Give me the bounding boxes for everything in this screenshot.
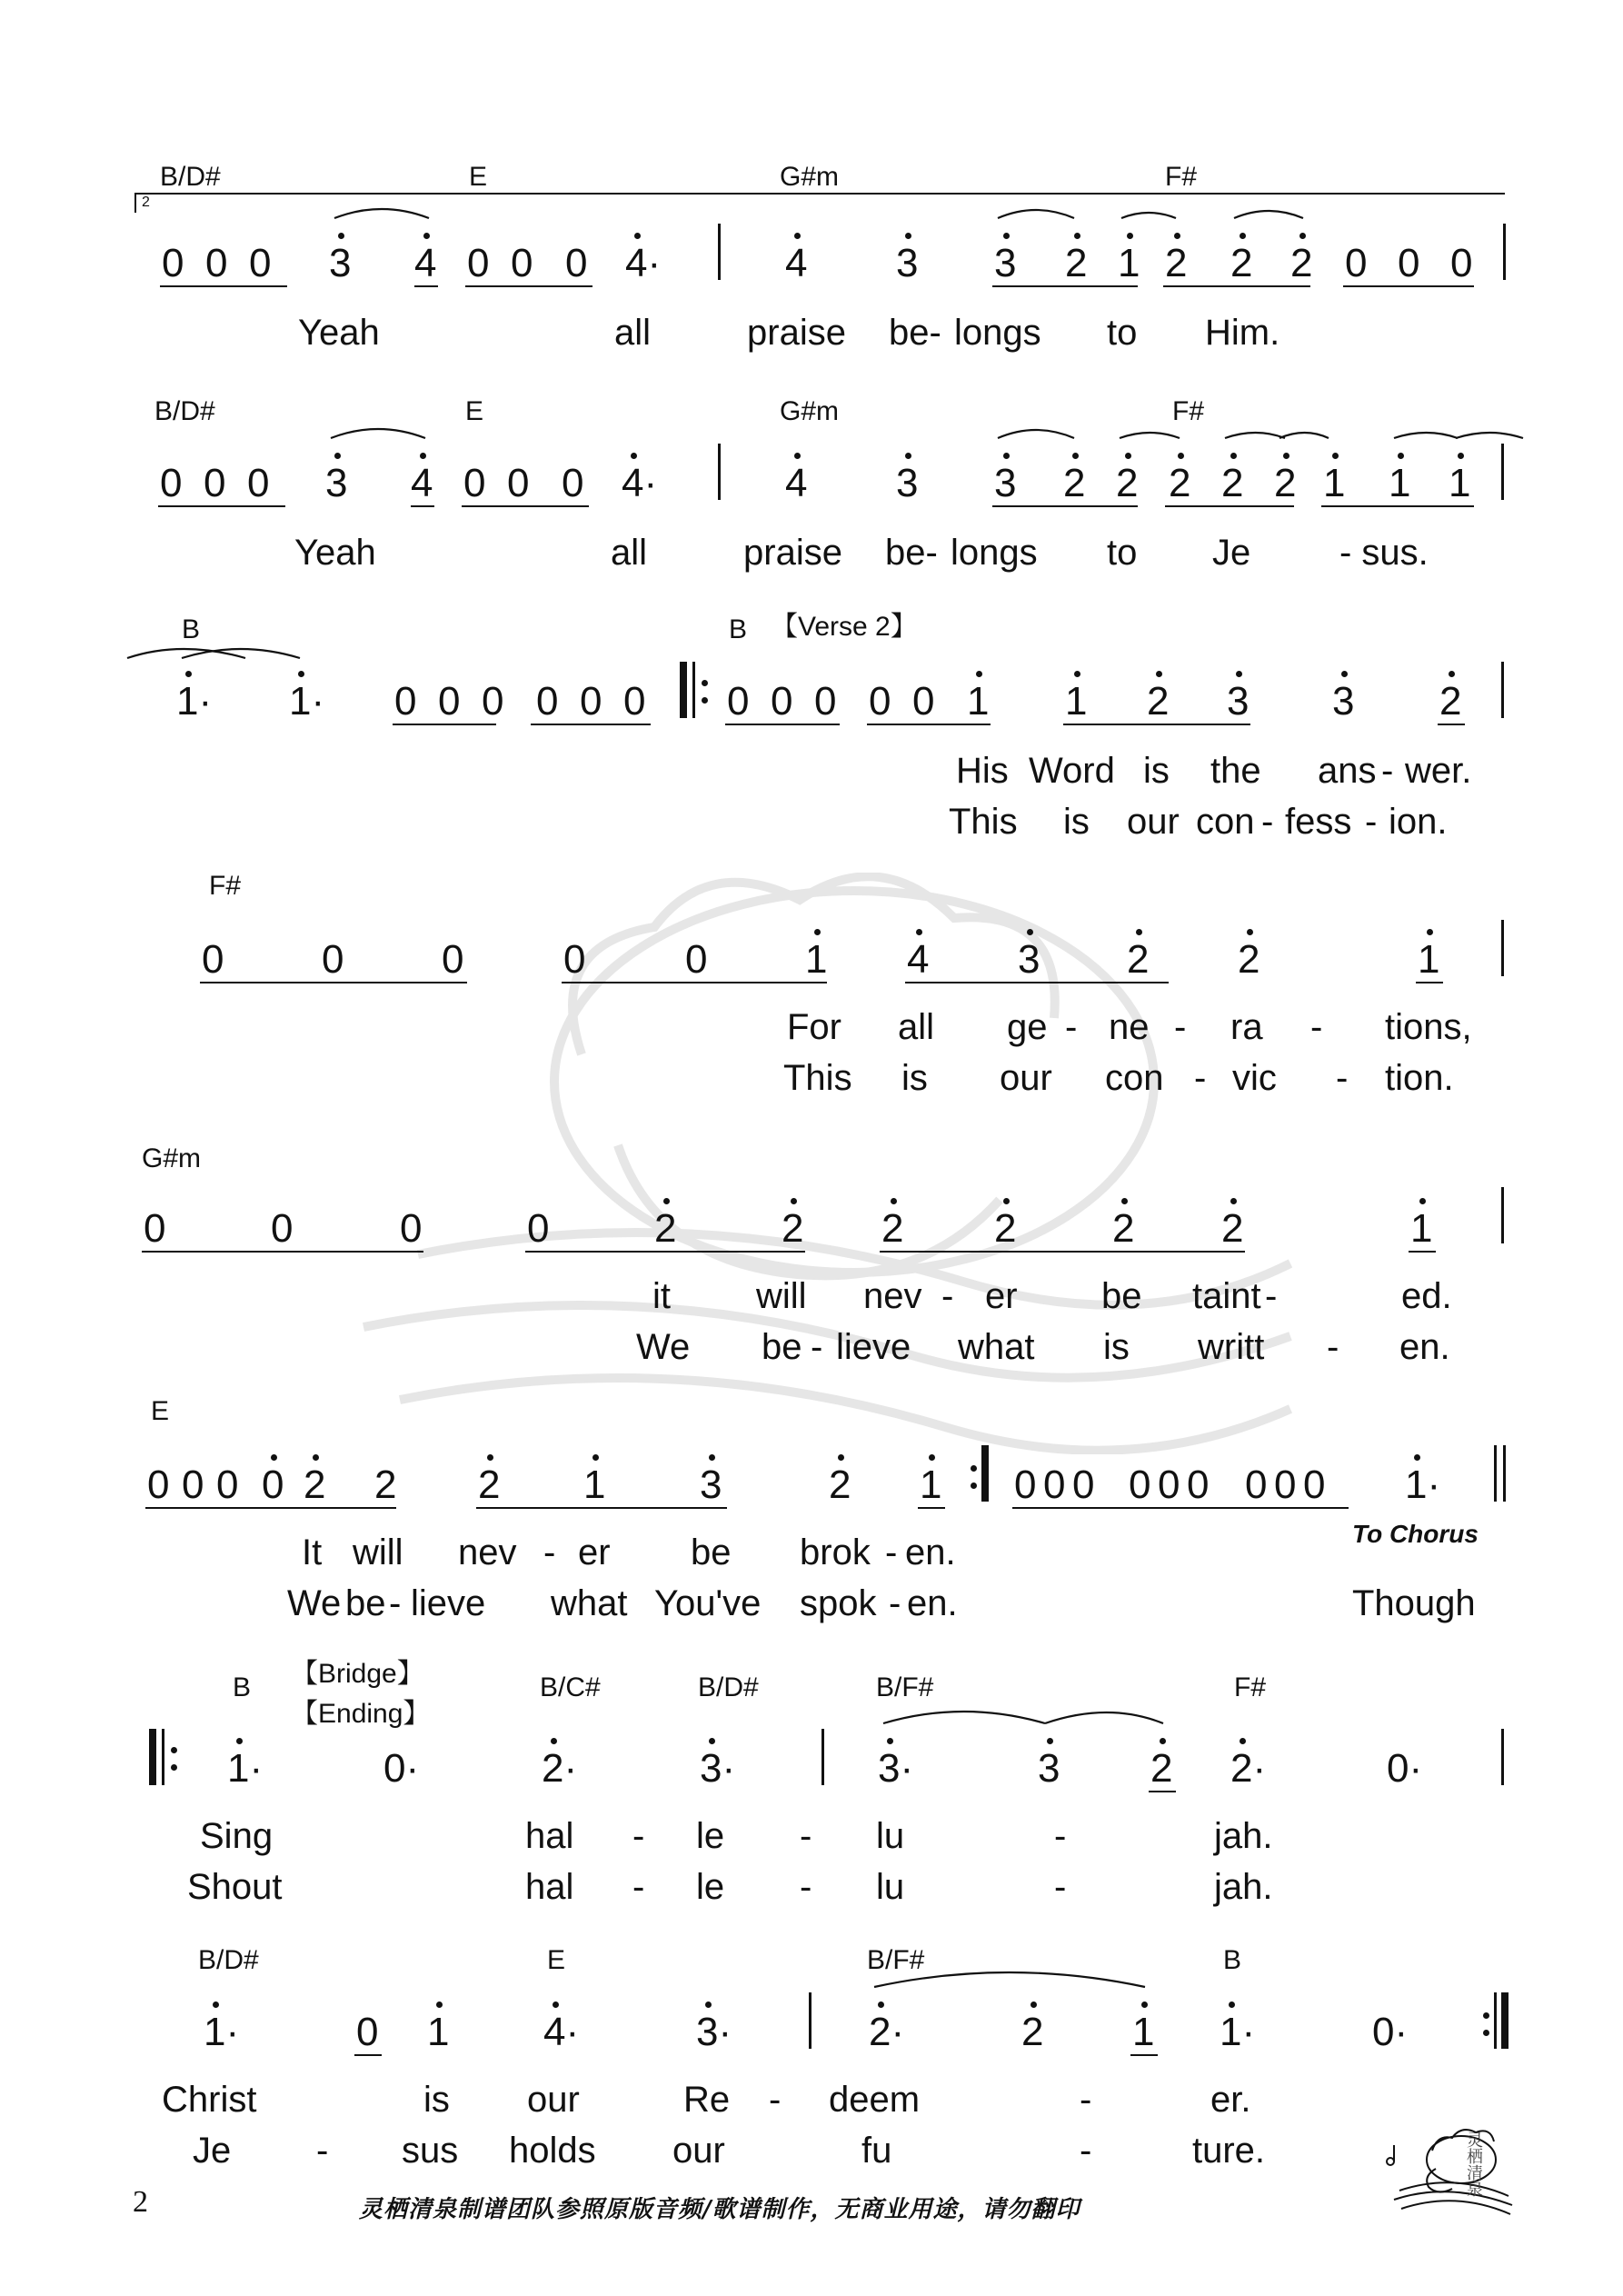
lyric: sus (402, 2131, 459, 2171)
note: 3 (896, 461, 919, 505)
note: 2 (1221, 1206, 1244, 1251)
note: 0 (685, 937, 708, 982)
lyric: is (1063, 802, 1090, 842)
note: 2 (1165, 241, 1188, 285)
note: 0 (511, 241, 533, 285)
note: 1 (920, 1462, 942, 1507)
note: 3 (1332, 679, 1355, 724)
lyric: is (1143, 751, 1170, 791)
note: 0 (271, 1206, 294, 1251)
lyric: tion. (1385, 1058, 1454, 1098)
note: 0 (727, 679, 750, 724)
lyric: - (1265, 1276, 1278, 1316)
lyric: - (769, 2080, 782, 2120)
note: 2 (1112, 1206, 1135, 1251)
note: 1 (1410, 1206, 1433, 1251)
note: 4 (907, 937, 930, 982)
note: 0 (1129, 1462, 1151, 1507)
lyric: er. (1210, 2080, 1251, 2120)
note: 1 (1065, 679, 1088, 724)
note: 0· (383, 1746, 420, 1791)
lyric: - (1054, 1867, 1067, 1907)
lyric: is (423, 2080, 450, 2120)
lyric: Je (1212, 533, 1251, 573)
lyric: hal (525, 1816, 574, 1856)
note: 0 (202, 937, 224, 982)
lyric: taint (1192, 1276, 1261, 1316)
note: 0 (463, 461, 486, 505)
note: 0· (1387, 1746, 1423, 1791)
lyric: is (1103, 1327, 1130, 1367)
note: 0· (1372, 2010, 1409, 2054)
chord: B/D# (154, 396, 215, 426)
lyric: - (885, 1532, 898, 1572)
note: 0 (565, 241, 588, 285)
lyric: deem (829, 2080, 921, 2120)
lyric: - (1327, 1327, 1339, 1367)
lyric: - (632, 1867, 645, 1907)
note: 2 (1230, 241, 1253, 285)
note: 3 (700, 1462, 722, 1507)
lyric: Yeah (298, 313, 380, 353)
lyric: - (1336, 1058, 1349, 1098)
lyric: the (1210, 751, 1261, 791)
lyric: - (1365, 802, 1378, 842)
lyric: This (783, 1058, 852, 1098)
lyric: er (578, 1532, 611, 1572)
note: 2 (1063, 461, 1086, 505)
lyric: praise (743, 533, 842, 573)
lyric: - (1310, 1007, 1323, 1047)
note: 2 (1147, 679, 1170, 724)
lyric: en. (1399, 1327, 1450, 1367)
note: 1· (176, 679, 213, 724)
lyric: - (1381, 751, 1394, 791)
lyric: be- (889, 313, 941, 353)
note: 0 (1303, 1462, 1326, 1507)
section-tag-bridge: 【Bridge】 (291, 1659, 424, 1689)
lyric: It (302, 1532, 323, 1572)
note: 2 (1021, 2010, 1044, 2054)
lyric: Word (1029, 751, 1115, 791)
note: 0 (249, 241, 272, 285)
lyric: Yeah (294, 533, 376, 573)
lyric: Christ (162, 2080, 257, 2120)
lyric: our (1000, 1058, 1052, 1098)
lyric: spok (800, 1583, 877, 1623)
lyric: brok (800, 1532, 871, 1572)
note: 3 (1038, 1746, 1060, 1791)
note: 0 (442, 937, 464, 982)
note: 3· (700, 1746, 736, 1791)
chord: E (469, 162, 488, 192)
lyric: - (543, 1532, 556, 1572)
lyric: en. (905, 1532, 956, 1572)
note: 0 (563, 937, 586, 982)
lyric: what (551, 1583, 628, 1623)
lyric: vic (1232, 1058, 1277, 1098)
note: 1 (967, 679, 990, 724)
chord: G#m (142, 1143, 202, 1173)
note: 2· (542, 1746, 578, 1791)
note: 4· (622, 461, 658, 505)
lyric: it (652, 1276, 671, 1316)
note: 4· (625, 241, 662, 285)
note: 2 (881, 1206, 904, 1251)
lyric: - (1065, 1007, 1078, 1047)
note: 2 (1274, 461, 1297, 505)
note: 1 (1323, 461, 1346, 505)
note: 0 (580, 679, 602, 724)
note: 2 (654, 1206, 677, 1251)
note: 0 (262, 1462, 284, 1507)
note: 2 (1290, 241, 1313, 285)
note: 3 (994, 461, 1017, 505)
lyric: - (632, 1816, 645, 1856)
note: 0 (1158, 1462, 1180, 1507)
logo-text: 灵栖清泉 (1464, 2131, 1483, 2197)
chord: B/F# (876, 1672, 934, 1702)
lyric: lu (876, 1816, 905, 1856)
chord: F# (1234, 1672, 1267, 1702)
note: 3 (1227, 679, 1250, 724)
volta-number: 2 (142, 195, 150, 210)
lyric: We (636, 1327, 691, 1367)
chord: B (729, 614, 748, 644)
note: 0 (1345, 241, 1368, 285)
lyric: wer. (1405, 751, 1472, 791)
lyric: be (1101, 1276, 1142, 1316)
note: 0 (1450, 241, 1473, 285)
lyric: to (1107, 533, 1138, 573)
note: 0 (147, 1462, 170, 1507)
note: 2 (994, 1206, 1017, 1251)
page-number: 2 (133, 2185, 148, 2219)
note: 3· (696, 2010, 732, 2054)
lyric: will (756, 1276, 807, 1316)
lyric: con (1105, 1058, 1164, 1098)
lyric: - (1194, 1058, 1207, 1098)
lyric: nev (863, 1276, 922, 1316)
note: 0 (204, 461, 226, 505)
note: 0 (1245, 1462, 1268, 1507)
lyric: be (345, 1583, 386, 1623)
chord: B/F# (867, 1945, 925, 1975)
note: 1 (1132, 2010, 1155, 2054)
lyric: what (958, 1327, 1035, 1367)
note: 0 (160, 461, 183, 505)
note: 1· (227, 1746, 264, 1791)
chord: E (465, 396, 484, 426)
chord: B/C# (540, 1672, 601, 1702)
lyric: His (956, 751, 1009, 791)
note: 0 (247, 461, 270, 505)
lyric: tions, (1385, 1007, 1472, 1047)
lyric: ne (1109, 1007, 1150, 1047)
lyric: is (901, 1058, 928, 1098)
lyric: jah. (1214, 1867, 1273, 1907)
lyric: all (898, 1007, 935, 1047)
lyric: ge (1007, 1007, 1048, 1047)
lyric: ra (1230, 1007, 1263, 1047)
note: 0 (400, 1206, 423, 1251)
lyric: our (672, 2131, 725, 2171)
note: 0 (814, 679, 837, 724)
lyric: You've (654, 1583, 762, 1623)
note: 0 (205, 241, 228, 285)
note: 3 (896, 241, 919, 285)
note: 2· (869, 2010, 905, 2054)
note: 1 (805, 937, 828, 982)
lyric: our (527, 2080, 580, 2120)
note: 4 (785, 241, 808, 285)
note: 4 (785, 461, 808, 505)
lyric: le (696, 1867, 725, 1907)
lyric: We (287, 1583, 342, 1623)
note: 0 (216, 1462, 239, 1507)
lyric: lieve (836, 1327, 911, 1367)
section-tag-ending: 【Ending】 (291, 1699, 431, 1729)
chord: B (182, 614, 201, 644)
note: 0 (562, 461, 584, 505)
note: 1· (1220, 2010, 1256, 2054)
note: 0 (482, 679, 504, 724)
note: 3 (329, 241, 352, 285)
lyric: con (1196, 802, 1255, 842)
lyric: writt (1198, 1327, 1265, 1367)
note: 0 (912, 679, 935, 724)
note: 0 (623, 679, 646, 724)
lyric: all (614, 313, 652, 353)
sheep-logo-icon (1381, 2118, 1527, 2218)
section-tag-verse-2: 【Verse 2】 (771, 612, 918, 642)
note: 0 (527, 1206, 550, 1251)
lyric: hal (525, 1867, 574, 1907)
lyric: Je (193, 2131, 232, 2171)
chord: B/D# (698, 1672, 759, 1702)
note: 0 (536, 679, 559, 724)
lyric: jah. (1214, 1816, 1273, 1856)
lyric: - (389, 1583, 402, 1623)
lyric: This (949, 802, 1018, 842)
chord: B (233, 1672, 252, 1702)
note: 2 (1169, 461, 1191, 505)
note: 0 (1398, 241, 1420, 285)
to-chorus-marker: To Chorus (1352, 1520, 1479, 1548)
note: 3· (878, 1746, 914, 1791)
lyric: - sus. (1339, 533, 1429, 573)
note: 0 (162, 241, 184, 285)
note: 2 (1238, 937, 1260, 982)
note: 4· (543, 2010, 580, 2054)
lyric: be (691, 1532, 732, 1572)
note: 2· (1230, 1746, 1267, 1791)
note: 4 (411, 461, 433, 505)
lyric: Though (1352, 1583, 1476, 1623)
lyric: to (1107, 313, 1138, 353)
lyric: - (941, 1276, 954, 1316)
chord: F# (1165, 162, 1198, 192)
chord: G#m (780, 162, 840, 192)
lyric: be- (885, 533, 938, 573)
note: 0 (1014, 1462, 1037, 1507)
chord: F# (209, 871, 242, 901)
note: 0 (1274, 1462, 1297, 1507)
note: 2 (1439, 679, 1462, 724)
note: 0 (144, 1206, 166, 1251)
note: 1· (204, 2010, 240, 2054)
lyric: fess (1285, 802, 1352, 842)
lyric: lieve (411, 1583, 486, 1623)
note: 0 (322, 937, 344, 982)
lyric: lu (876, 1867, 905, 1907)
chord: G#m (780, 396, 840, 426)
note: 1 (427, 2010, 450, 2054)
lyric: longs (954, 313, 1041, 353)
note: 0 (467, 241, 490, 285)
lyric: For (787, 1007, 841, 1047)
lyric: le (696, 1816, 725, 1856)
lyric: - (1080, 2080, 1092, 2120)
lyric: holds (509, 2131, 596, 2171)
chord: B (1223, 1945, 1242, 1975)
note: 2 (1065, 241, 1088, 285)
note: 1 (583, 1462, 606, 1507)
note: 2 (1150, 1746, 1173, 1791)
lyric: ion. (1389, 802, 1448, 842)
note: 2 (829, 1462, 851, 1507)
note: 2 (782, 1206, 804, 1251)
lyric: ture. (1192, 2131, 1266, 2171)
note: 0 (869, 679, 891, 724)
lyric: fu (861, 2131, 892, 2171)
lyric: Shout (187, 1867, 283, 1907)
lyric: - (1054, 1816, 1067, 1856)
note: 2 (478, 1462, 501, 1507)
footer-credit: 灵栖清泉制谱团队参照原版音频/歌谱制作，无商业用途，请勿翻印 (359, 2196, 1080, 2223)
chord: B/D# (198, 1945, 259, 1975)
lyric: Re (683, 2080, 731, 2120)
note: 2 (304, 1462, 326, 1507)
note: 2 (1127, 937, 1150, 982)
lyric: Him. (1205, 313, 1280, 353)
lyric: en. (907, 1583, 958, 1623)
note: 3 (994, 241, 1017, 285)
note: 1· (289, 679, 325, 724)
lyric: - (889, 1583, 901, 1623)
lyric: - (1080, 2131, 1092, 2171)
note: 0 (356, 2010, 379, 2054)
note: 0 (1187, 1462, 1210, 1507)
lyric: nev (458, 1532, 517, 1572)
note: 1 (1418, 937, 1440, 982)
chord: E (151, 1396, 170, 1426)
lyric: praise (747, 313, 846, 353)
lyric: all (611, 533, 648, 573)
note: 3 (325, 461, 348, 505)
chord: B/D# (160, 162, 221, 192)
lyric: be (762, 1327, 802, 1367)
lyric: ans (1318, 751, 1377, 791)
lyric: Sing (200, 1816, 274, 1856)
lyric: - (1174, 1007, 1187, 1047)
note: 0 (394, 679, 417, 724)
note: 2 (1221, 461, 1244, 505)
note: 1 (1449, 461, 1471, 505)
note: 2 (374, 1462, 397, 1507)
lyric: - (1261, 802, 1274, 842)
lyric: longs (951, 533, 1038, 573)
lyric: - (811, 1327, 823, 1367)
lyric: our (1127, 802, 1180, 842)
note: 2 (1116, 461, 1139, 505)
note: 0 (1072, 1462, 1095, 1507)
lyric: - (800, 1867, 812, 1907)
chord: E (547, 1945, 566, 1975)
note: 0 (438, 679, 461, 724)
lyric: er (985, 1276, 1018, 1316)
note: 4 (414, 241, 437, 285)
note: 0 (182, 1462, 204, 1507)
lyric: ed. (1401, 1276, 1452, 1316)
note: 0 (507, 461, 530, 505)
note: 3 (1018, 937, 1041, 982)
note: 0 (1043, 1462, 1066, 1507)
note: 1· (1405, 1462, 1441, 1507)
note: 1 (1389, 461, 1411, 505)
lyric: will (353, 1532, 403, 1572)
lyric: - (800, 1816, 812, 1856)
note: 0 (771, 679, 793, 724)
lyric: - (316, 2131, 329, 2171)
note: 1 (1118, 241, 1140, 285)
chord: F# (1172, 396, 1205, 426)
